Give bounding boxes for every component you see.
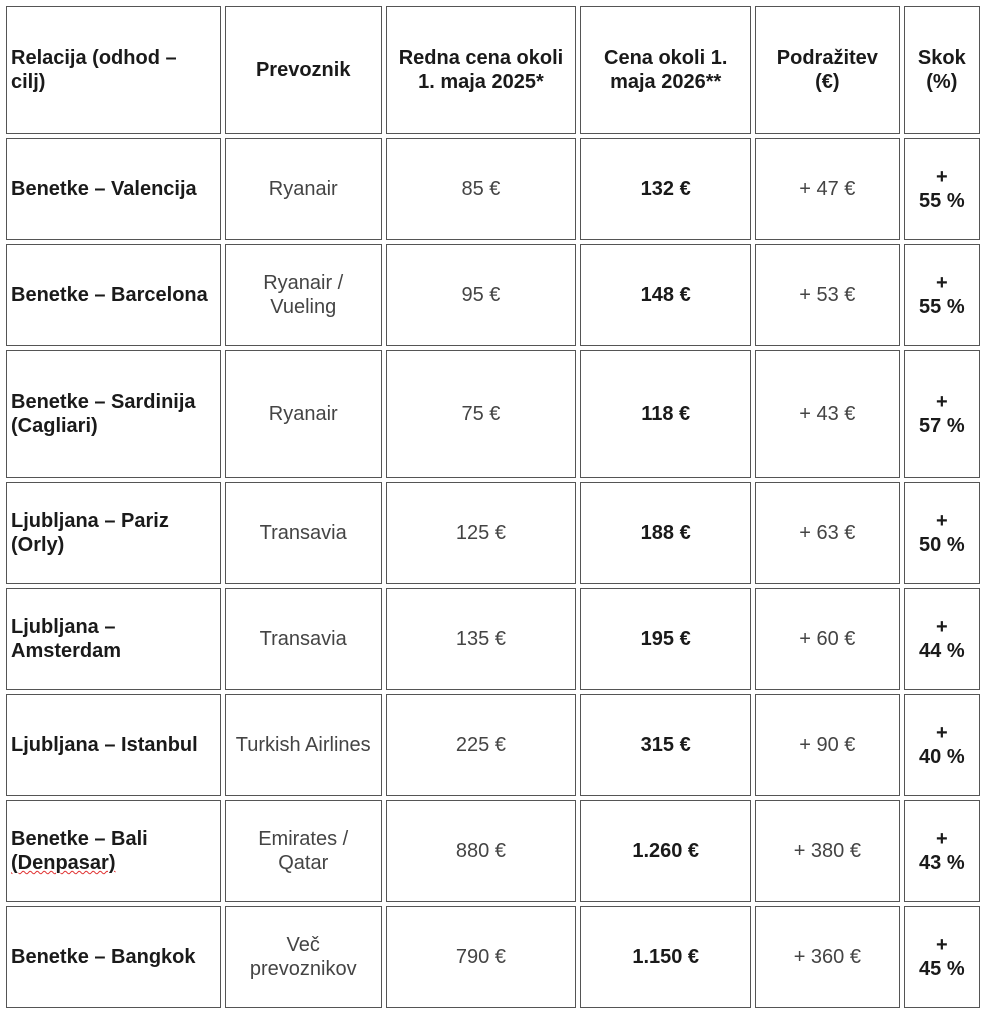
jump-cell (904, 588, 980, 690)
price-2026-cell: 315 € (580, 694, 751, 796)
route-cell: Benetke – Sardinija (Cagliari) (6, 350, 221, 478)
jump-sign: + (935, 828, 948, 850)
price-2025-cell: 85 € (386, 138, 577, 240)
header-price-2026: Cena okoli 1. maja 2026** (580, 6, 751, 134)
price-2025-cell: 790 € (386, 906, 577, 1008)
price-2026-cell: 1.260 € (580, 800, 751, 902)
jump-sign: + (935, 934, 948, 956)
price-2026-cell: 132 € (580, 138, 751, 240)
route-cell: Ljubljana – Istanbul (6, 694, 221, 796)
header-carrier: Prevoznik (225, 6, 382, 134)
carrier-cell: Ryanair / Vueling (225, 244, 382, 346)
price-2025-cell: 95 € (386, 244, 577, 346)
increase-cell: + 360 € (755, 906, 900, 1008)
table-row (6, 906, 980, 1008)
price-2025-cell: 135 € (386, 588, 577, 690)
header-price-2025: Redna cena okoli 1. maja 2025* (386, 6, 577, 134)
table-row (6, 138, 980, 240)
carrier-cell: Emirates / Qatar (225, 800, 382, 902)
jump-value: 45 % (919, 958, 965, 980)
jump-value: 40 % (919, 746, 965, 768)
route-sub: (Denpasar) (11, 852, 116, 874)
price-2026-cell: 1.150 € (580, 906, 751, 1008)
route-main: Benetke – Bali (11, 828, 148, 850)
route-cell (6, 800, 221, 902)
price-2026-cell: 195 € (580, 588, 751, 690)
increase-cell: + 60 € (755, 588, 900, 690)
route-cell: Benetke – Barcelona (6, 244, 221, 346)
header-jump-pct: Skok (%) (904, 6, 980, 134)
price-2026-cell: 118 € (580, 350, 751, 478)
table-row (6, 350, 980, 478)
route-cell: Ljubljana – Pariz (Orly) (6, 482, 221, 584)
route-cell: Benetke – Valencija (6, 138, 221, 240)
increase-cell: + 53 € (755, 244, 900, 346)
carrier-cell: Ryanair (225, 350, 382, 478)
jump-sign: + (935, 272, 948, 294)
table-row (6, 482, 980, 584)
jump-cell (904, 906, 980, 1008)
price-2025-cell: 75 € (386, 350, 577, 478)
jump-sign: + (935, 510, 948, 532)
increase-cell: + 90 € (755, 694, 900, 796)
jump-value: 55 % (919, 190, 965, 212)
price-2026-cell: 188 € (580, 482, 751, 584)
jump-value: 44 % (919, 640, 965, 662)
jump-sign: + (935, 616, 948, 638)
table-row (6, 800, 980, 902)
route-cell: Benetke – Bangkok (6, 906, 221, 1008)
jump-sign: + (935, 722, 948, 744)
jump-value: 50 % (919, 534, 965, 556)
jump-value: 57 % (919, 415, 965, 437)
price-2025-cell: 880 € (386, 800, 577, 902)
jump-sign: + (935, 391, 948, 413)
increase-cell: + 47 € (755, 138, 900, 240)
route-cell: Ljubljana – Amsterdam (6, 588, 221, 690)
jump-cell (904, 350, 980, 478)
jump-cell (904, 694, 980, 796)
jump-cell (904, 244, 980, 346)
carrier-cell: Ryanair (225, 138, 382, 240)
increase-cell: + 43 € (755, 350, 900, 478)
table-row (6, 588, 980, 690)
jump-sign: + (935, 166, 948, 188)
carrier-cell: Transavia (225, 482, 382, 584)
price-2026-cell: 148 € (580, 244, 751, 346)
jump-cell (904, 800, 980, 902)
jump-cell (904, 482, 980, 584)
header-route: Relacija (odhod – cilj) (6, 6, 221, 134)
carrier-cell: Več prevoznikov (225, 906, 382, 1008)
table-header-row (6, 6, 980, 134)
increase-cell: + 380 € (755, 800, 900, 902)
price-2025-cell: 225 € (386, 694, 577, 796)
increase-cell: + 63 € (755, 482, 900, 584)
price-2025-cell: 125 € (386, 482, 577, 584)
jump-cell (904, 138, 980, 240)
jump-value: 55 % (919, 296, 965, 318)
carrier-cell: Transavia (225, 588, 382, 690)
table-row (6, 244, 980, 346)
jump-value: 43 % (919, 852, 965, 874)
table-row (6, 694, 980, 796)
flight-price-table (2, 2, 984, 1012)
carrier-cell: Turkish Airlines (225, 694, 382, 796)
header-increase-eur: Podražitev (€) (755, 6, 900, 134)
